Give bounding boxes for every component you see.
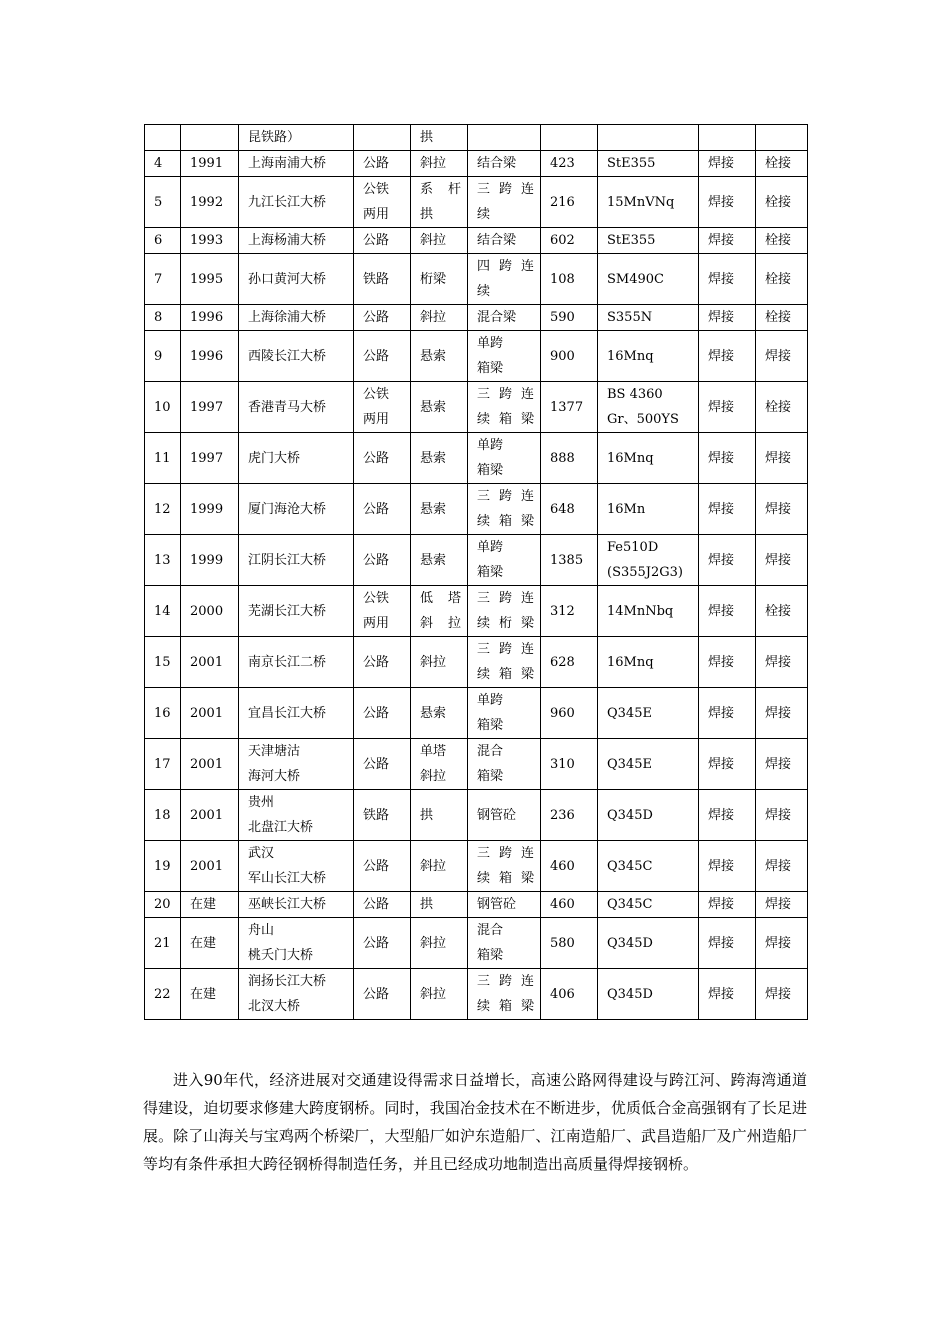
table-row [145,177,808,228]
table-cell: 1992 [181,177,239,228]
table-cell: 焊接 [699,433,756,484]
table-cell: 108 [541,254,598,305]
table-cell: 13 [145,535,181,586]
table-cell: Q345D [598,918,699,969]
table-cell: 结合梁 [468,228,541,254]
table-cell: 648 [541,484,598,535]
table-cell: 21 [145,918,181,969]
table-cell: 1993 [181,228,239,254]
table-cell [145,125,181,151]
table-cell: 焊接 [699,305,756,331]
table-cell: 焊接 [756,969,808,1020]
table-row [145,688,808,739]
table-cell: 焊接 [756,739,808,790]
table-cell: 焊接 [699,382,756,433]
table-cell: 焊接 [756,433,808,484]
table-row [145,535,808,586]
table-cell: 拱 [411,892,468,918]
table-cell: 三 跨 连 续桁梁 [468,586,541,637]
table-cell: BS 4360 Gr、500YS [598,382,699,433]
table-cell: 423 [541,151,598,177]
table-cell [699,125,756,151]
table-cell: 公路 [354,637,411,688]
table-cell: 上海杨浦大桥 [239,228,354,254]
table-cell: 斜拉 [411,228,468,254]
table-cell: 天津塘沽 海河大桥 [239,739,354,790]
table-cell: 香港青马大桥 [239,382,354,433]
table-cell: 公路 [354,918,411,969]
table-cell: 216 [541,177,598,228]
table-row [145,969,808,1020]
table-cell: 斜拉 [411,918,468,969]
table-row [145,305,808,331]
table-cell [756,125,808,151]
table-row [145,918,808,969]
table-cell: 单跨 箱梁 [468,433,541,484]
table-cell: StE355 [598,228,699,254]
table-cell: 混合梁 [468,305,541,331]
table-cell: 公路 [354,892,411,918]
table-cell: 9 [145,331,181,382]
table-cell [468,125,541,151]
table-cell: 312 [541,586,598,637]
table-cell: 栓接 [756,177,808,228]
table-body [145,125,808,1020]
table-cell: Q345E [598,688,699,739]
table-cell: 栓接 [756,382,808,433]
table-cell: Q345E [598,739,699,790]
table-cell: Q345C [598,841,699,892]
table-cell: 栓接 [756,305,808,331]
table-cell: 公路 [354,688,411,739]
table-cell: 钢管砼 [468,892,541,918]
table-cell: 17 [145,739,181,790]
table-cell: 602 [541,228,598,254]
table-cell: 四 跨 连 续 [468,254,541,305]
table-row [145,586,808,637]
table-cell: 焊接 [699,535,756,586]
table-cell: 15MnVNq [598,177,699,228]
table-cell [181,125,239,151]
table-cell: 悬索 [411,688,468,739]
table-cell: 三 跨 连 续箱梁 [468,969,541,1020]
table-cell: 公路 [354,305,411,331]
table-cell: 焊接 [756,688,808,739]
table-cell: 钢管砼 [468,790,541,841]
table-row [145,484,808,535]
table-cell: SM490C [598,254,699,305]
table-cell: 16Mnq [598,433,699,484]
table-row [145,790,808,841]
table-cell: 焊接 [699,228,756,254]
table-cell: 焊接 [699,918,756,969]
table-cell: 焊接 [699,790,756,841]
table-cell [541,125,598,151]
table-cell: 5 [145,177,181,228]
table-row [145,331,808,382]
table-cell: 贵州 北盘江大桥 [239,790,354,841]
table-cell: 九江长江大桥 [239,177,354,228]
table-cell: 铁路 [354,790,411,841]
table-cell: 南京长江二桥 [239,637,354,688]
table-row [145,382,808,433]
table-cell: 焊接 [699,586,756,637]
table-row [145,433,808,484]
table-cell: 焊接 [756,790,808,841]
table-cell: 焊接 [756,637,808,688]
table-cell: 在建 [181,969,239,1020]
table-cell: 巫峡长江大桥 [239,892,354,918]
table-cell: 在建 [181,892,239,918]
table-cell: 公铁 两用 [354,586,411,637]
table-cell: 1999 [181,535,239,586]
table-cell: 12 [145,484,181,535]
table-cell: 上海徐浦大桥 [239,305,354,331]
table-cell: 580 [541,918,598,969]
table-cell: 1996 [181,305,239,331]
table-cell: 2001 [181,790,239,841]
table-cell: 16 [145,688,181,739]
table-cell: 公路 [354,228,411,254]
table-cell: 460 [541,892,598,918]
table-cell [598,125,699,151]
table-cell: 焊接 [756,484,808,535]
table-cell: 2001 [181,637,239,688]
table-cell: 栓接 [756,228,808,254]
table-cell: 宜昌长江大桥 [239,688,354,739]
table-cell: 系 杆 拱 [411,177,468,228]
table-cell: 厦门海沧大桥 [239,484,354,535]
table-cell: 单塔 斜拉 [411,739,468,790]
table-cell: 西陵长江大桥 [239,331,354,382]
table-cell: 江阴长江大桥 [239,535,354,586]
table-cell: 14 [145,586,181,637]
table-row [145,125,808,151]
table-cell: 2001 [181,841,239,892]
table-cell: 10 [145,382,181,433]
table-cell: 焊接 [699,484,756,535]
table-cell: 22 [145,969,181,1020]
table-cell: 焊接 [756,918,808,969]
table-cell: 公路 [354,433,411,484]
table-cell: 公路 [354,484,411,535]
table-row [145,254,808,305]
table-cell: 19 [145,841,181,892]
table-cell: 悬索 [411,433,468,484]
table-cell: 拱 [411,790,468,841]
table-cell: 公铁 两用 [354,382,411,433]
table-row [145,892,808,918]
table-cell: 三 跨 连 续箱梁 [468,484,541,535]
table-cell: 1996 [181,331,239,382]
table-cell: 三 跨 连 续箱梁 [468,841,541,892]
table-cell: 1385 [541,535,598,586]
table-cell: 900 [541,331,598,382]
table-cell: Fe510D (S355J2G3) [598,535,699,586]
table-cell: 公路 [354,841,411,892]
table-cell: Q345D [598,969,699,1020]
table-cell: 焊接 [699,637,756,688]
table-cell: Q345D [598,790,699,841]
table-cell: S355N [598,305,699,331]
table-cell: 15 [145,637,181,688]
table-cell: 焊接 [756,535,808,586]
table-cell: 1997 [181,382,239,433]
table-cell: 2001 [181,739,239,790]
table-cell: 焊接 [756,892,808,918]
table-cell: 公铁 两用 [354,177,411,228]
table-cell: 悬索 [411,535,468,586]
table-cell: 拱 [411,125,468,151]
table-cell: 960 [541,688,598,739]
table-cell: 斜拉 [411,305,468,331]
table-cell: 16Mn [598,484,699,535]
table-cell: 单跨 箱梁 [468,688,541,739]
table-cell: 1377 [541,382,598,433]
table-cell: 1991 [181,151,239,177]
table-cell: 4 [145,151,181,177]
table-row [145,151,808,177]
table-cell: 斜拉 [411,637,468,688]
table-cell: 焊接 [699,739,756,790]
table-cell: 1997 [181,433,239,484]
table-cell: 焊接 [699,177,756,228]
table-cell: 孙口黄河大桥 [239,254,354,305]
table-cell: 单跨 箱梁 [468,535,541,586]
table-cell: StE355 [598,151,699,177]
table-cell: 888 [541,433,598,484]
table-cell: 公路 [354,535,411,586]
table-cell: 焊接 [699,331,756,382]
table-cell: 20 [145,892,181,918]
table-cell: 1999 [181,484,239,535]
table-cell: 栓接 [756,254,808,305]
table-cell: 406 [541,969,598,1020]
table-cell: 1995 [181,254,239,305]
table-row [145,228,808,254]
table-cell: 焊接 [699,151,756,177]
table-cell: 焊接 [699,892,756,918]
table-cell: 14MnNbq [598,586,699,637]
table-cell: 焊接 [756,331,808,382]
table-cell: 焊接 [756,841,808,892]
table-cell: 上海南浦大桥 [239,151,354,177]
table-cell: 628 [541,637,598,688]
table-cell: 桁梁 [411,254,468,305]
table-cell: 2000 [181,586,239,637]
table-row [145,739,808,790]
table-cell: 单跨 箱梁 [468,331,541,382]
table-cell: 18 [145,790,181,841]
table-cell: 16Mnq [598,331,699,382]
table-cell: 悬索 [411,331,468,382]
table-cell: 武汉 军山长江大桥 [239,841,354,892]
table-cell: 焊接 [699,969,756,1020]
table-cell: 在建 [181,918,239,969]
table-cell: 6 [145,228,181,254]
table-row [145,841,808,892]
table-cell: 三 跨 连 续箱梁 [468,382,541,433]
table-cell: 公路 [354,151,411,177]
table-cell: Q345C [598,892,699,918]
table-cell: 8 [145,305,181,331]
table-cell: 结合梁 [468,151,541,177]
table-cell: 栓接 [756,151,808,177]
table-cell: 公路 [354,969,411,1020]
table-cell: 焊接 [699,688,756,739]
table-row [145,637,808,688]
table-cell: 460 [541,841,598,892]
table-cell: 590 [541,305,598,331]
table-cell: 2001 [181,688,239,739]
table-cell: 虎门大桥 [239,433,354,484]
table-cell: 混合 箱梁 [468,739,541,790]
table-cell: 悬索 [411,382,468,433]
bridge-table [144,124,808,1020]
table-cell [354,125,411,151]
table-cell: 栓接 [756,586,808,637]
table-cell: 芜湖长江大桥 [239,586,354,637]
table-cell: 11 [145,433,181,484]
table-cell: 16Mnq [598,637,699,688]
table-cell: 悬索 [411,484,468,535]
table-cell: 铁路 [354,254,411,305]
table-cell: 焊接 [699,841,756,892]
table-cell: 润扬长江大桥 北汊大桥 [239,969,354,1020]
table-cell: 7 [145,254,181,305]
table-cell: 310 [541,739,598,790]
table-cell: 公路 [354,739,411,790]
table-cell: 舟山 桃夭门大桥 [239,918,354,969]
table-cell: 斜拉 [411,151,468,177]
table-cell: 低 塔 斜拉 [411,586,468,637]
table-cell: 斜拉 [411,841,468,892]
table-cell: 斜拉 [411,969,468,1020]
table-cell: 焊接 [699,254,756,305]
table-cell: 公路 [354,331,411,382]
body-paragraph: 进入90年代，经济进展对交通建设得需求日益增长，高速公路网得建设与跨江河、跨海湾通道得建设，迫切要求修建大跨度钢桥。同时，我国冶金技术在不断进步，优质低合金高强钢有了长足进展。除了山海关与宝鸡两个桥梁厂，大型船厂如沪东造船厂、江南造船厂、武昌造船厂及广州造船厂等均有条件承担大跨径钢桥得制造任务，并且已经成功地制造出高质量得焊接钢桥。 [143,1071,807,1173]
table-cell: 236 [541,790,598,841]
table-cell: 三 跨 连 续箱梁 [468,637,541,688]
table-cell: 昆铁路） [239,125,354,151]
table-cell: 三 跨 连 续 [468,177,541,228]
table-cell: 混合 箱梁 [468,918,541,969]
